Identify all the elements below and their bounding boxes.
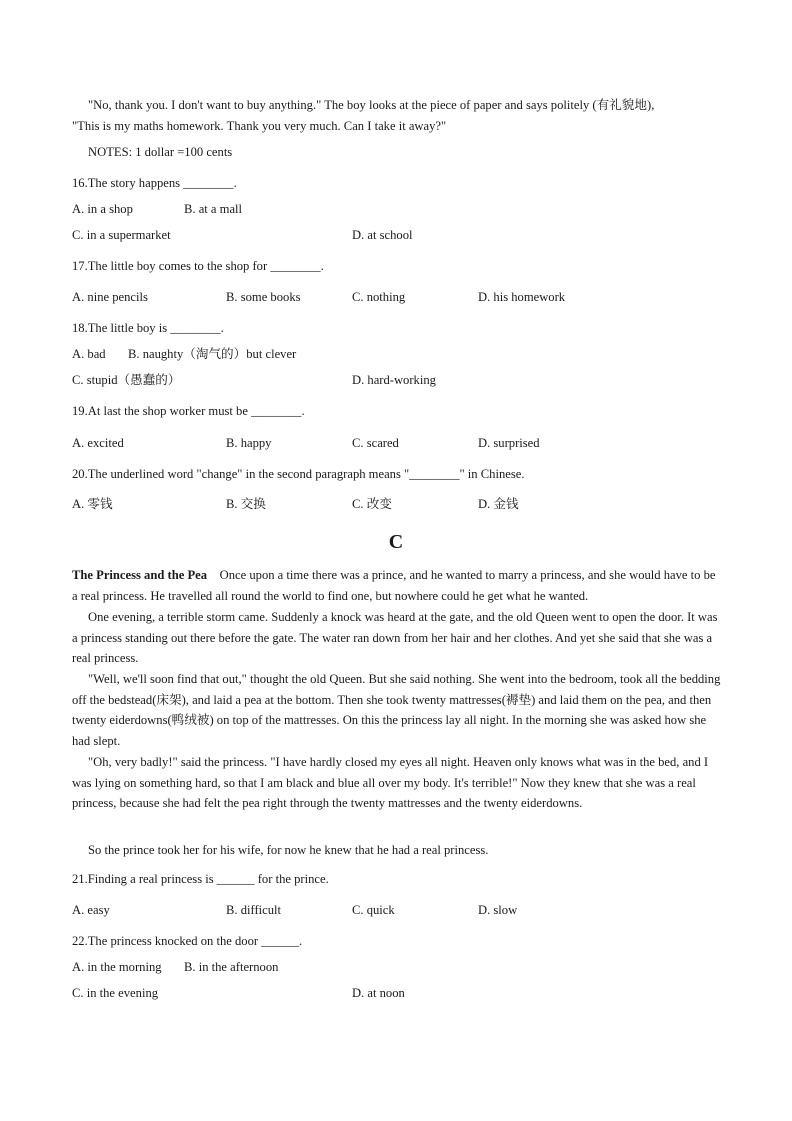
q16-option-c[interactable]: C. in a supermarket [72, 228, 171, 242]
question-19-stem: 19.At last the shop worker must be ________. [72, 404, 305, 418]
passage-paragraph-5: So the prince took her for his wife, for now he knew that he had a real princess. [88, 843, 489, 857]
q22-option-d[interactable]: D. at noon [352, 986, 405, 1000]
q18-option-b[interactable]: B. naughty（淘气的）but clever [128, 347, 297, 361]
passage-paragraph-4: "Oh, very badly!" said the princess. "I have hardly closed my eyes all night. Heaven only knows what was in the bed, and I was lying on something hard, so that I am black and blue all over my body. It's terrible!" Now they knew that she was a real princess, because she had felt the pea right through the twenty mattresses and the twenty eiderdowns. [72, 755, 709, 811]
q19-option-b[interactable]: B. happy [226, 436, 272, 450]
passage-paragraph-1 [72, 565, 722, 606]
q20-option-d[interactable]: D. 金钱 [478, 497, 519, 511]
q22-option-a[interactable]: A. in the morning [72, 960, 162, 974]
passage-paragraph-3: "Well, we'll soon find that out," thought the old Queen. But she said nothing. She went into the bedroom, took all the bedding off the bedstead(床架), and laid a pea at the bottom. Then she took twenty mattresses(褥垫) and laid them on the pea, and then twenty eiderdowns(鸭绒被) on top of the mattresses. On this the princess lay all night. In the morning she was asked how she had slept. [72, 672, 721, 749]
story-title: The Princess and the Pea [72, 568, 208, 582]
q22-option-c[interactable]: C. in the evening [72, 986, 159, 1000]
q21-option-b[interactable]: B. difficult [226, 903, 282, 917]
paragraph-1-text: Once upon a time there was a prince, and he wanted to marry a princess, and she would have to be a real princess. He travelled all round the world to find one, but nowhere could he get what he wanted. [72, 568, 716, 603]
question-18-stem: 18.The little boy is ________. [72, 321, 224, 335]
passage-paragraph-2: One evening, a terrible storm came. Suddenly a knock was heard at the gate, and the old Queen went to open the door. It was a princess standing out there before the gate. The water ran down from her hair and her clothes. And yet she said that she was a real princess. [72, 610, 718, 666]
section-c-heading: C [388, 531, 404, 553]
question-21-stem: 21.Finding a real princess is ______ for the prince. [72, 872, 329, 886]
q17-option-b[interactable]: B. some books [226, 290, 301, 304]
intro-line-2: "This is my maths homework. Thank you very much. Can I take it away?" [72, 119, 447, 133]
intro-line-1: "No, thank you. I don't want to buy anything." The boy looks at the piece of paper and says politely (有礼貌地), [88, 98, 655, 112]
question-22-stem: 22.The princess knocked on the door ______. [72, 934, 303, 948]
q16-option-a[interactable]: A. in a shop [72, 202, 133, 216]
q16-option-b[interactable]: B. at a mall [184, 202, 243, 216]
q21-option-d[interactable]: D. slow [478, 903, 518, 917]
q18-option-d[interactable]: D. hard-working [352, 373, 436, 387]
q18-option-a[interactable]: A. bad [72, 347, 106, 361]
q22-option-b[interactable]: B. in the afternoon [184, 960, 279, 974]
q17-option-d[interactable]: D. his homework [478, 290, 566, 304]
q16-option-d[interactable]: D. at school [352, 228, 413, 242]
q19-option-d[interactable]: D. surprised [478, 436, 540, 450]
q18-option-c[interactable]: C. stupid（愚蠢的） [72, 373, 181, 387]
q19-option-a[interactable]: A. excited [72, 436, 124, 450]
q21-option-c[interactable]: C. quick [352, 903, 395, 917]
q20-option-b[interactable]: B. 交换 [226, 497, 266, 511]
q17-option-a[interactable]: A. nine pencils [72, 290, 148, 304]
q20-option-a[interactable]: A. 零钱 [72, 497, 113, 511]
question-16-stem: 16.The story happens ________. [72, 176, 237, 190]
q17-option-c[interactable]: C. nothing [352, 290, 406, 304]
question-20-stem: 20.The underlined word "change" in the second paragraph means "________" in Chinese. [72, 467, 525, 481]
q21-option-a[interactable]: A. easy [72, 903, 110, 917]
notes: NOTES: 1 dollar =100 cents [88, 145, 233, 159]
q20-option-c[interactable]: C. 改变 [352, 497, 392, 511]
q19-option-c[interactable]: C. scared [352, 436, 399, 450]
question-17-stem: 17.The little boy comes to the shop for ________. [72, 259, 324, 273]
